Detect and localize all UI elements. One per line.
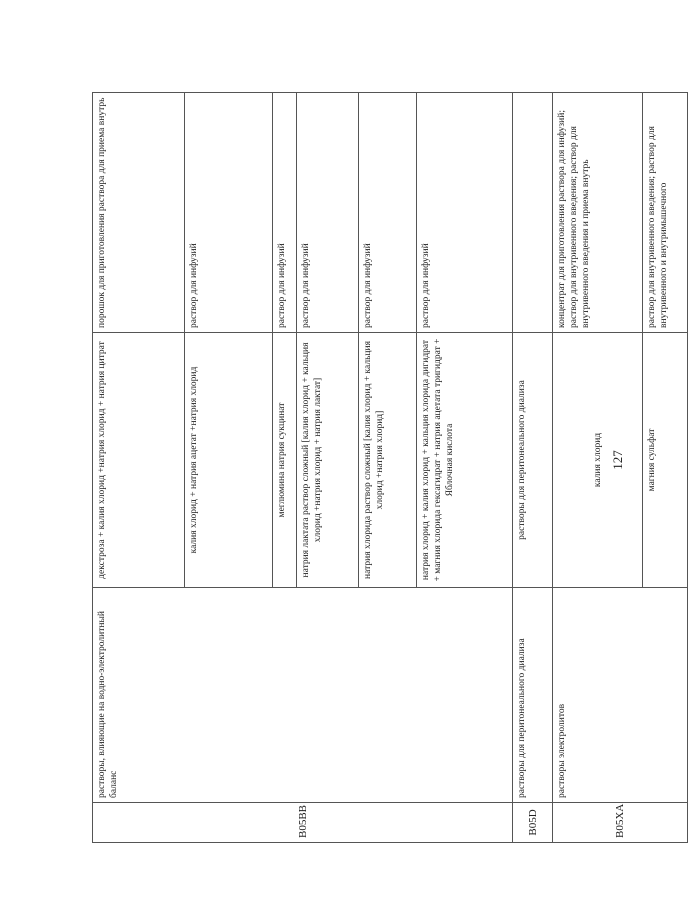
- substance-cell: калия хлорид: [553, 333, 643, 588]
- substance-cell: натрия лактата раствор сложный [калия хлорид + кальция хлорид +натрия хлорид + натрия лактат]: [297, 333, 359, 588]
- form-cell: раствор для инфузий: [297, 93, 359, 333]
- table-row: [513, 93, 553, 843]
- substance-cell: натрия хлорид + калия хлорид + кальция хлорида дигидрат + магния хлорида гексагидрат + натрия ацетата тригидрат + Яблочная кислота: [417, 333, 513, 588]
- page-number: 127: [609, 450, 625, 470]
- substance-cell: калия хлорид + натрия ацетат +натрия хлорид: [185, 333, 273, 588]
- table-row: [93, 93, 185, 843]
- group-cell: растворы, влияющие на водно-электролитный баланс: [93, 588, 513, 803]
- atc-code-cell: B05BB: [93, 803, 513, 843]
- substance-cell: натрия хлорида раствор сложный [калия хлорид + кальция хлорид +натрия хлорид]: [359, 333, 417, 588]
- form-cell: раствор для инфузий: [417, 93, 513, 333]
- form-cell: порошок для приготовления раствора для приема внутрь: [93, 93, 185, 333]
- table-row: [553, 93, 643, 843]
- form-cell: раствор для инфузий: [185, 93, 273, 333]
- substance-cell: магния сульфат: [643, 333, 688, 588]
- form-cell: [513, 93, 553, 333]
- substance-cell: декстроза + калия хлорид +натрия хлорид + натрия цитрат: [93, 333, 185, 588]
- form-cell: концентрат для приготовления раствора для инфузий; раствор для внутривенного введения; раствор для внутривенного введения и приема внутрь: [553, 93, 643, 333]
- substance-cell: меглюмина натрия сукцинат: [273, 333, 297, 588]
- form-cell: раствор для инфузий: [359, 93, 417, 333]
- atc-code-cell: B05D: [513, 803, 553, 843]
- drug-table: [92, 92, 688, 843]
- atc-code-cell: B05XA: [553, 803, 688, 843]
- form-cell: раствор для внутривенного введения; раствор для внутривенного и внутримышечного: [643, 93, 688, 333]
- group-cell: растворы электролитов: [553, 588, 688, 803]
- substance-cell: растворы для перитонеального диализа: [513, 333, 553, 588]
- form-cell: раствор для инфузий: [273, 93, 297, 333]
- group-cell: растворы для перитонеального диализа: [513, 588, 553, 803]
